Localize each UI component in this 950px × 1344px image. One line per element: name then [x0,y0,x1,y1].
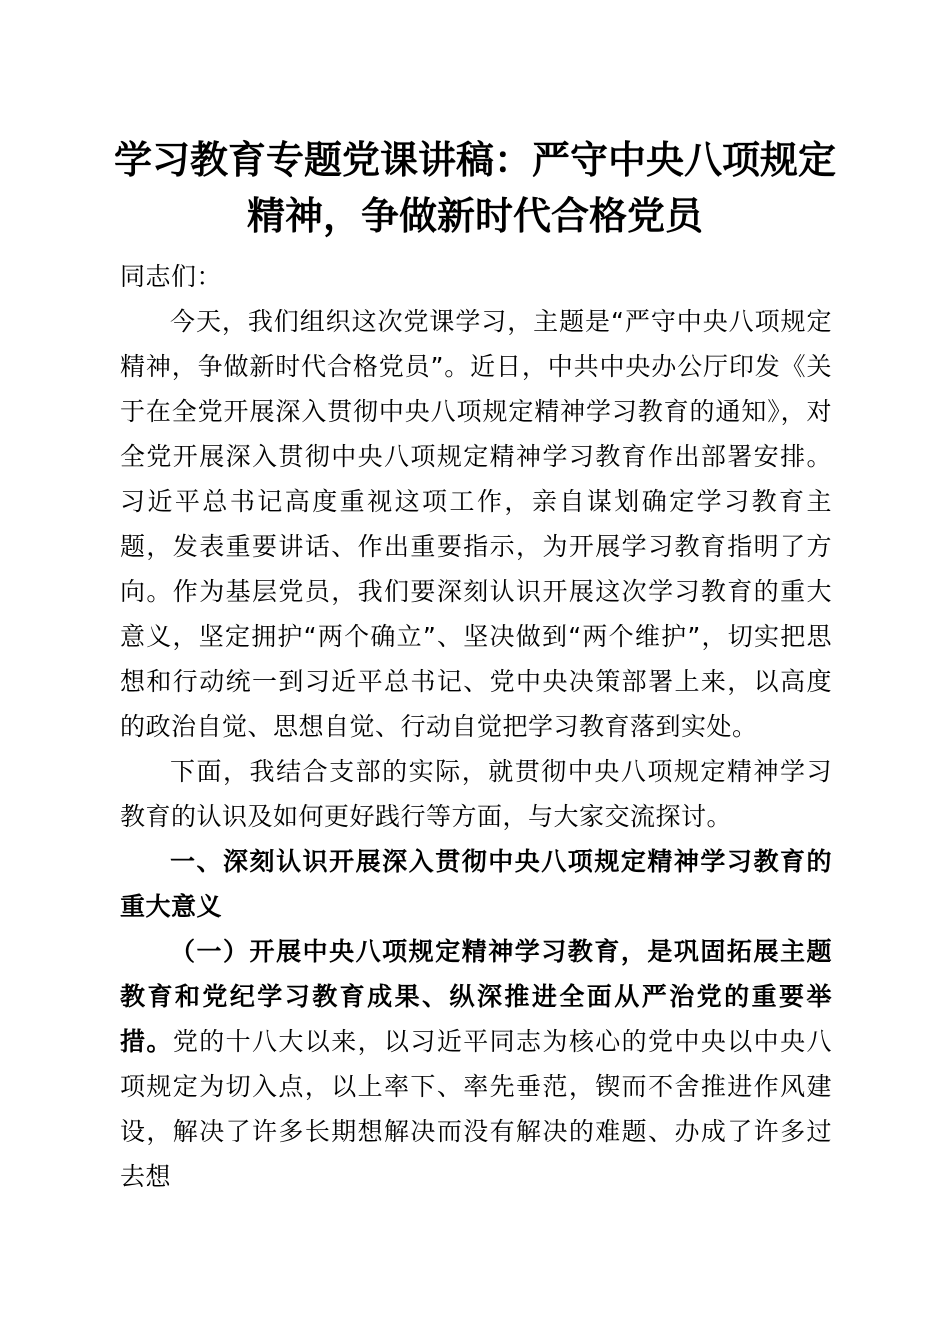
subsection-paragraph-1 [120,929,832,1199]
transition-paragraph: 下面，我结合支部的实际，就贯彻中央八项规定精神学习教育的认识及如何更好践行等方面，与大家交流探讨。 [120,757,832,831]
intro-paragraph: 今天，我们组织这次党课学习，主题是“严守中央八项规定精神，争做新时代合格党员”。近日，中共中央办公厅印发《关于在全党开展深入贯彻中央八项规定精神学习教育的通知》，对全党开展深入贯彻中央八项规定精神学习教育作出部署安排。习近平总书记高度重视这项工作，亲自谋划确定学习教育主题，发表重要讲话、作出重要指示，为开展学习教育指明了方向。作为基层党员，我们要深刻认识开展这次学习教育的重大意义，坚定拥护“两个确立”、坚决做到“两个维护”，切实把思想和行动统一到习近平总书记、党中央决策部署上来，以高度的政治自觉、思想自觉、行动自觉把学习教育落到实处。 [120,307,832,741]
subsection-lead-1: （一）开展中央八项规定精神学习教育，是巩固拓展主题教育和党纪学习教育成果、纵深推进全面从严治党的重要举措。 [120,937,832,1056]
subsection-body-1: 党的十八大以来，以习近平同志为核心的党中央以中央八项规定为切入点，以上率下、率先垂范，锲而不舍推进作风建设，解决了许多长期想解决而没有解决的难题、办成了许多过去想 [120,1027,832,1191]
document-body [120,254,832,1199]
document-title: 学习教育专题党课讲稿：严守中央八项规定精神，争做新时代合格党员 [113,137,836,238]
section-heading-1: 一、深刻认识开展深入贯彻中央八项规定精神学习教育的重大意义 [120,847,832,921]
salutation: 同志们： [120,262,223,291]
